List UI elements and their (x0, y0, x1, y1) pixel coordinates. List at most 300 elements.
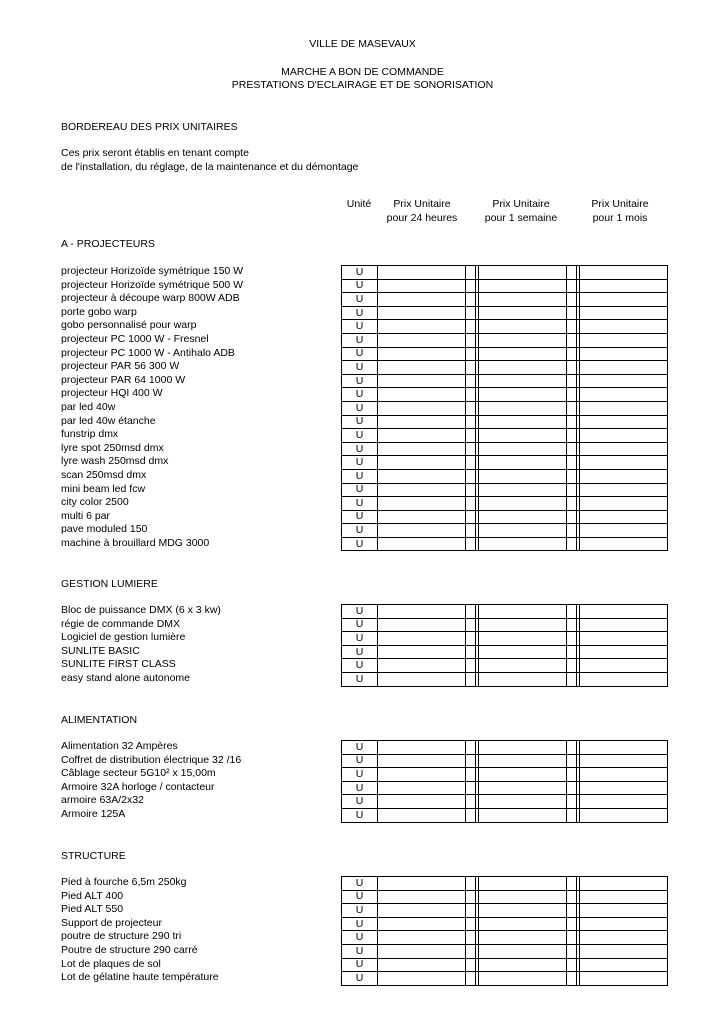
item-label: porte gobo warp (61, 305, 137, 318)
item-label: Logiciel de gestion lumière (61, 631, 186, 644)
price-month-cell[interactable] (580, 442, 668, 456)
table-row (342, 469, 668, 483)
unit-cell: U (342, 483, 378, 497)
price-month-cell[interactable] (580, 429, 668, 443)
item-label: lyre spot 250msd dmx (61, 441, 164, 454)
unit-cell: U (342, 361, 378, 375)
spacer-cell (567, 333, 577, 347)
spacer-cell (466, 510, 476, 524)
price-week-cell[interactable] (479, 659, 567, 673)
item-label: Alimentation 32 Ampères (61, 740, 178, 752)
unit-cell: U (342, 890, 378, 904)
price-week-cell[interactable] (479, 958, 567, 972)
column-header-price-24h: Prix Unitaire pour 24 heures (386, 198, 458, 224)
price-week-cell[interactable] (479, 537, 567, 551)
spacer-cell (466, 469, 476, 483)
price-month-cell[interactable] (580, 877, 668, 891)
table-row (342, 266, 668, 280)
price-24h-cell[interactable] (378, 672, 466, 686)
unit-cell: U (342, 781, 378, 795)
table-row (342, 388, 668, 402)
price-24h-cell[interactable] (378, 904, 466, 918)
unit-cell: U (342, 456, 378, 470)
unit-cell: U (342, 442, 378, 456)
section-items-structure (61, 876, 219, 985)
price-24h-cell[interactable] (378, 497, 466, 511)
unit-cell: U (342, 401, 378, 415)
price-24h-cell[interactable] (378, 266, 466, 280)
price-month-cell[interactable] (580, 944, 668, 958)
unit-cell: U (342, 306, 378, 320)
unit-cell: U (342, 415, 378, 429)
price-month-cell[interactable] (580, 632, 668, 646)
spacer-cell (466, 904, 476, 918)
table-row (342, 510, 668, 524)
price-week-cell[interactable] (479, 279, 567, 293)
price-24h-cell[interactable] (378, 877, 466, 891)
section-title-gestion-lumiere: GESTION LUMIERE (61, 578, 158, 590)
spacer-cell (567, 781, 577, 795)
price-24h-cell[interactable] (378, 320, 466, 334)
item-label: funstrip dmx (61, 428, 119, 441)
table-row (342, 768, 668, 782)
price-month-cell[interactable] (580, 279, 668, 293)
price-week-cell[interactable] (479, 890, 567, 904)
price-week-cell[interactable] (479, 672, 567, 686)
price-week-cell[interactable] (479, 741, 567, 755)
unit-cell: U (342, 469, 378, 483)
table-row (342, 904, 668, 918)
price-week-cell[interactable] (479, 768, 567, 782)
spacer-cell (466, 741, 476, 755)
spacer-cell (567, 429, 577, 443)
item-label: gobo personnalisé pour warp (61, 319, 197, 332)
column-header-price-week: Prix Unitaire pour 1 semaine (484, 198, 558, 224)
item-label: Pied à fourche 6,5m 250kg (61, 876, 187, 888)
spacer-cell (466, 672, 476, 686)
price-24h-cell[interactable] (378, 808, 466, 822)
item-label: armoire 63A/2x32 (61, 794, 144, 807)
item-label: projecteur PAR 64 1000 W (61, 373, 186, 386)
spacer-cell (567, 632, 577, 646)
price-month-cell[interactable] (580, 958, 668, 972)
spacer-cell (466, 320, 476, 334)
unit-cell: U (342, 754, 378, 768)
price-24h-cell[interactable] (378, 456, 466, 470)
spacer-cell (567, 768, 577, 782)
price-24h-cell[interactable] (378, 972, 466, 986)
unit-cell: U (342, 672, 378, 686)
unit-cell: U (342, 537, 378, 551)
price-week-cell[interactable] (479, 972, 567, 986)
price-month-cell[interactable] (580, 361, 668, 375)
spacer-cell (466, 890, 476, 904)
spacer-cell (567, 904, 577, 918)
section-items-projecteurs (61, 265, 243, 550)
item-label: Armoire 125A (61, 807, 126, 820)
item-label: pave moduled 150 (61, 523, 148, 536)
price-month-cell[interactable] (580, 659, 668, 673)
price-24h-cell[interactable] (378, 537, 466, 551)
price-month-cell[interactable] (580, 320, 668, 334)
price-month-cell[interactable] (580, 306, 668, 320)
price-week-cell[interactable] (479, 320, 567, 334)
price-24h-cell[interactable] (378, 401, 466, 415)
price-week-cell[interactable] (479, 754, 567, 768)
price-24h-cell[interactable] (378, 754, 466, 768)
price-week-cell[interactable] (479, 293, 567, 307)
item-label: Poutre de structure 290 carré (61, 943, 198, 956)
price-week-cell[interactable] (479, 632, 567, 646)
spacer-cell (466, 808, 476, 822)
item-label: easy stand alone autonome (61, 671, 191, 684)
spacer-cell (567, 483, 577, 497)
price-month-cell[interactable] (580, 469, 668, 483)
price-month-cell[interactable] (580, 808, 668, 822)
table-row (342, 497, 668, 511)
intro-line-2: de l'installation, du réglage, de la maintenance et du démontage (61, 161, 359, 173)
unit-cell: U (342, 931, 378, 945)
price-month-cell[interactable] (580, 374, 668, 388)
price-month-cell[interactable] (580, 931, 668, 945)
price-24h-cell[interactable] (378, 618, 466, 632)
table-row (342, 808, 668, 822)
item-label: lyre wash 250msd dmx (61, 455, 169, 468)
price-24h-cell[interactable] (378, 958, 466, 972)
price-week-cell[interactable] (479, 469, 567, 483)
spacer-cell (567, 672, 577, 686)
unit-cell: U (342, 659, 378, 673)
table-row (342, 293, 668, 307)
item-label: projecteur à découpe warp 800W ADB (61, 292, 240, 305)
unit-cell: U (342, 524, 378, 538)
unit-cell: U (342, 347, 378, 361)
price-month-cell[interactable] (580, 645, 668, 659)
spacer-cell (567, 347, 577, 361)
unit-cell: U (342, 795, 378, 809)
price-month-cell[interactable] (580, 524, 668, 538)
price-week-cell[interactable] (479, 931, 567, 945)
table-row (342, 741, 668, 755)
price-grid-alimentation (341, 740, 668, 823)
price-month-cell[interactable] (580, 917, 668, 931)
table-row (342, 333, 668, 347)
spacer-cell (567, 456, 577, 470)
spacer-cell (567, 741, 577, 755)
spacer-cell (567, 645, 577, 659)
table-row (342, 374, 668, 388)
price-week-cell[interactable] (479, 524, 567, 538)
item-label: poutre de structure 290 tri (61, 930, 182, 943)
item-label: Lot de plaques de sol (61, 957, 161, 970)
spacer-cell (567, 524, 577, 538)
spacer-cell (567, 497, 577, 511)
table-row (342, 483, 668, 497)
price-24h-cell[interactable] (378, 917, 466, 931)
unit-cell: U (342, 497, 378, 511)
spacer-cell (466, 456, 476, 470)
column-header-price-month: Prix Unitaire pour 1 mois (591, 198, 649, 224)
table-row (342, 944, 668, 958)
table-row (342, 958, 668, 972)
price-24h-cell[interactable] (378, 510, 466, 524)
spacer-cell (466, 374, 476, 388)
spacer-cell (567, 931, 577, 945)
price-week-cell[interactable] (479, 917, 567, 931)
unit-cell: U (342, 808, 378, 822)
item-label: machine à brouillard MDG 3000 (61, 536, 210, 549)
spacer-cell (466, 795, 476, 809)
price-month-cell[interactable] (580, 497, 668, 511)
spacer-cell (466, 483, 476, 497)
spacer-cell (466, 524, 476, 538)
spacer-cell (567, 795, 577, 809)
price-week-cell[interactable] (479, 510, 567, 524)
spacer-cell (466, 944, 476, 958)
price-grid-gestion-lumiere (341, 604, 668, 687)
spacer-cell (567, 469, 577, 483)
price-month-cell[interactable] (580, 972, 668, 986)
unit-cell: U (342, 917, 378, 931)
spacer-cell (466, 958, 476, 972)
item-label: Pied ALT 400 (61, 889, 124, 902)
table-row (342, 659, 668, 673)
item-label: par led 40w (61, 400, 116, 413)
price-week-cell[interactable] (479, 442, 567, 456)
item-label: projecteur Horizoïde symétrique 500 W (61, 278, 244, 291)
table-row (342, 401, 668, 415)
price-month-cell[interactable] (580, 388, 668, 402)
price-24h-cell[interactable] (378, 659, 466, 673)
item-label: projecteur PC 1000 W - Fresnel (61, 332, 209, 345)
item-label: Coffret de distribution électrique 32 /16 (61, 753, 242, 766)
unit-cell: U (342, 388, 378, 402)
price-24h-cell[interactable] (378, 795, 466, 809)
price-week-cell[interactable] (479, 808, 567, 822)
spacer-cell (567, 388, 577, 402)
unit-cell: U (342, 279, 378, 293)
price-week-cell[interactable] (479, 333, 567, 347)
price-week-cell[interactable] (479, 497, 567, 511)
price-week-cell[interactable] (479, 795, 567, 809)
unit-cell: U (342, 645, 378, 659)
table-row (342, 917, 668, 931)
item-label: city color 2500 (61, 496, 129, 509)
unit-cell: U (342, 632, 378, 646)
unit-cell: U (342, 618, 378, 632)
spacer-cell (567, 401, 577, 415)
unit-cell: U (342, 266, 378, 280)
spacer-cell (567, 754, 577, 768)
item-label: Bloc de puissance DMX (6 x 3 kw) (61, 604, 221, 616)
price-24h-cell[interactable] (378, 469, 466, 483)
spacer-cell (567, 415, 577, 429)
table-row (342, 347, 668, 361)
spacer-cell (466, 972, 476, 986)
price-month-cell[interactable] (580, 741, 668, 755)
price-week-cell[interactable] (479, 904, 567, 918)
price-24h-cell[interactable] (378, 524, 466, 538)
table-row (342, 795, 668, 809)
section-title-projecteurs: A - PROJECTEURS (61, 238, 155, 250)
spacer-cell (567, 944, 577, 958)
table-row (342, 320, 668, 334)
spacer-cell (466, 388, 476, 402)
spacer-cell (567, 293, 577, 307)
item-label: SUNLITE BASIC (61, 644, 140, 657)
price-24h-cell[interactable] (378, 483, 466, 497)
price-month-cell[interactable] (580, 401, 668, 415)
price-24h-cell[interactable] (378, 442, 466, 456)
price-month-cell[interactable] (580, 781, 668, 795)
price-24h-cell[interactable] (378, 645, 466, 659)
price-week-cell[interactable] (479, 401, 567, 415)
price-week-cell[interactable] (479, 944, 567, 958)
price-month-cell[interactable] (580, 904, 668, 918)
spacer-cell (567, 320, 577, 334)
spacer-cell (567, 877, 577, 891)
price-week-cell[interactable] (479, 266, 567, 280)
column-header-unit: Unité (346, 198, 372, 210)
item-label: Support de projecteur (61, 916, 162, 929)
price-week-cell[interactable] (479, 456, 567, 470)
spacer-cell (466, 429, 476, 443)
price-24h-cell[interactable] (378, 293, 466, 307)
unit-cell: U (342, 877, 378, 891)
price-week-cell[interactable] (479, 388, 567, 402)
spacer-cell (466, 645, 476, 659)
item-label: projecteur HQI 400 W (61, 387, 163, 400)
spacer-cell (567, 537, 577, 551)
table-row (342, 415, 668, 429)
price-24h-cell[interactable] (378, 333, 466, 347)
price-week-cell[interactable] (479, 618, 567, 632)
spacer-cell (567, 510, 577, 524)
table-row (342, 931, 668, 945)
price-week-cell[interactable] (479, 374, 567, 388)
price-24h-cell[interactable] (378, 944, 466, 958)
price-24h-cell[interactable] (378, 605, 466, 619)
price-month-cell[interactable] (580, 768, 668, 782)
price-24h-cell[interactable] (378, 931, 466, 945)
spacer-cell (567, 442, 577, 456)
table-row (342, 442, 668, 456)
price-24h-cell[interactable] (378, 741, 466, 755)
price-24h-cell[interactable] (378, 890, 466, 904)
price-month-cell[interactable] (580, 672, 668, 686)
price-week-cell[interactable] (479, 483, 567, 497)
table-row (342, 618, 668, 632)
price-24h-cell[interactable] (378, 361, 466, 375)
price-month-cell[interactable] (580, 483, 668, 497)
price-month-cell[interactable] (580, 510, 668, 524)
price-24h-cell[interactable] (378, 279, 466, 293)
price-week-cell[interactable] (479, 347, 567, 361)
price-24h-cell[interactable] (378, 632, 466, 646)
price-month-cell[interactable] (580, 795, 668, 809)
price-24h-cell[interactable] (378, 374, 466, 388)
price-month-cell[interactable] (580, 456, 668, 470)
price-week-cell[interactable] (479, 877, 567, 891)
unit-cell: U (342, 510, 378, 524)
table-row (342, 632, 668, 646)
price-month-cell[interactable] (580, 618, 668, 632)
unit-cell: U (342, 605, 378, 619)
item-label: projecteur PC 1000 W - Antihalo ADB (61, 346, 235, 359)
price-month-cell[interactable] (580, 293, 668, 307)
item-label: projecteur Horizoïde symétrique 150 W (61, 265, 244, 277)
price-24h-cell[interactable] (378, 768, 466, 782)
table-row (342, 537, 668, 551)
item-label: par led 40w étanche (61, 414, 156, 427)
spacer-cell (567, 659, 577, 673)
price-grid-projecteurs (341, 265, 668, 551)
unit-cell: U (342, 333, 378, 347)
item-label: SUNLITE FIRST CLASS (61, 658, 176, 671)
price-week-cell[interactable] (479, 429, 567, 443)
spacer-cell (466, 401, 476, 415)
price-24h-cell[interactable] (378, 781, 466, 795)
price-week-cell[interactable] (479, 361, 567, 375)
table-row (342, 877, 668, 891)
unit-cell: U (342, 768, 378, 782)
price-month-cell[interactable] (580, 266, 668, 280)
item-label: Pied ALT 550 (61, 903, 124, 916)
price-week-cell[interactable] (479, 645, 567, 659)
price-week-cell[interactable] (479, 605, 567, 619)
section-items-gestion-lumiere (61, 604, 221, 686)
spacer-cell (567, 972, 577, 986)
table-row (342, 429, 668, 443)
price-month-cell[interactable] (580, 347, 668, 361)
spacer-cell (567, 618, 577, 632)
spacer-cell (466, 877, 476, 891)
spacer-cell (466, 917, 476, 931)
table-row (342, 306, 668, 320)
unit-cell: U (342, 944, 378, 958)
spacer-cell (466, 361, 476, 375)
market-title: MARCHE A BON DE COMMANDE (281, 66, 444, 78)
price-month-cell[interactable] (580, 415, 668, 429)
spacer-cell (466, 768, 476, 782)
spacer-cell (567, 279, 577, 293)
price-month-cell[interactable] (580, 890, 668, 904)
price-week-cell[interactable] (479, 415, 567, 429)
spacer-cell (466, 333, 476, 347)
price-24h-cell[interactable] (378, 415, 466, 429)
spacer-cell (567, 958, 577, 972)
price-week-cell[interactable] (479, 306, 567, 320)
price-month-cell[interactable] (580, 605, 668, 619)
price-month-cell[interactable] (580, 754, 668, 768)
price-24h-cell[interactable] (378, 388, 466, 402)
price-24h-cell[interactable] (378, 306, 466, 320)
price-week-cell[interactable] (479, 781, 567, 795)
table-row (342, 754, 668, 768)
spacer-cell (567, 917, 577, 931)
price-month-cell[interactable] (580, 333, 668, 347)
table-row (342, 361, 668, 375)
price-24h-cell[interactable] (378, 347, 466, 361)
spacer-cell (466, 279, 476, 293)
price-24h-cell[interactable] (378, 429, 466, 443)
spacer-cell (466, 605, 476, 619)
price-month-cell[interactable] (580, 537, 668, 551)
item-label: régie de commande DMX (61, 617, 181, 630)
intro-line-1: Ces prix seront établis en tenant compte (61, 147, 249, 159)
table-row (342, 456, 668, 470)
spacer-cell (466, 754, 476, 768)
